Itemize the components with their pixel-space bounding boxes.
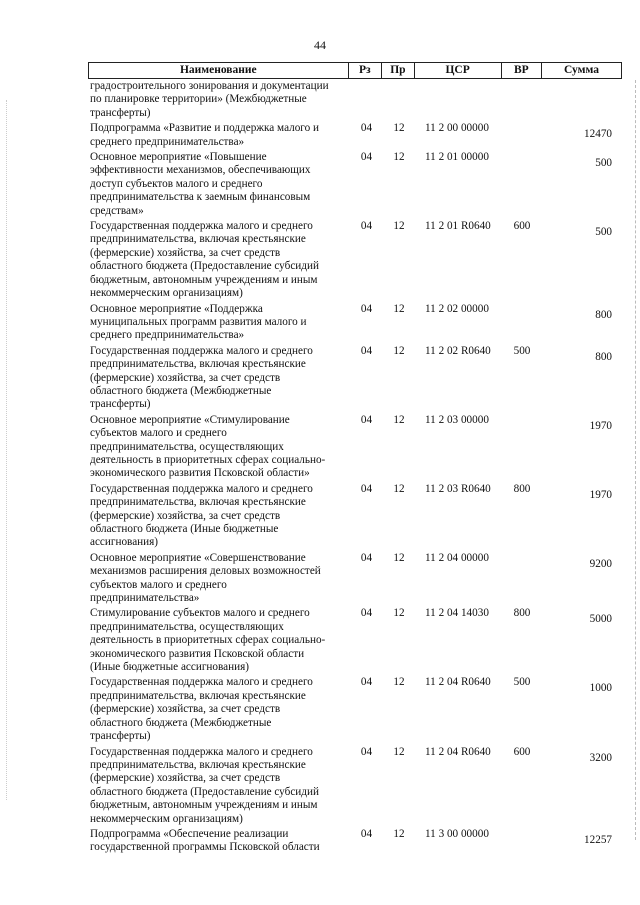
header-sum: Сумма [564,64,599,76]
row-sum: 1970 [589,419,612,432]
row-name [88,828,350,855]
row-rz [350,80,383,120]
row-name-line: Основное мероприятие «Поддержка [90,302,263,315]
table-row [88,828,622,855]
table-header [88,62,622,79]
row-name-line: предпринимательства, осуществляющих [90,440,284,453]
table-body [88,80,622,857]
row-name-line: Подпрограмма «Развитие и поддержка малого и [90,122,319,135]
header-csr: ЦСР [415,63,502,78]
row-pr: 12 [393,413,405,426]
row-name-line: среднего предпринимательства» [90,329,245,342]
row-sum: 1970 [589,488,612,501]
row-name [88,345,350,412]
row-name-line: областного бюджета (Предоставление субсидий [90,260,319,273]
row-vr: 500 [513,344,531,357]
row-sum: 500 [595,157,612,170]
row-name-line: средствам» [90,204,144,217]
scan-edge-right [634,80,636,840]
table-row [88,552,622,606]
row-name-line: некоммерческим организациям) [90,287,243,300]
row-name [88,483,350,550]
row-name-line: государственной программы Псковской области [90,841,320,854]
row-name-line: предпринимательства, включая крестьянские [90,689,306,702]
row-name-line: деятельность в приоритетных сферах социально- [90,634,326,647]
row-vr [502,303,542,343]
row-sum: 12470 [584,128,612,141]
row-name-line: областного бюджета (Предоставление субсидий [90,785,319,798]
row-name-line: муниципальных программ развития малого и [90,315,307,328]
row-rz: 04 [360,151,373,164]
row-name-line: (фермерские) хозяйства, за счет средств [90,246,281,259]
row-name-line: трансферты) [90,730,151,743]
row-pr: 12 [393,302,405,315]
row-name-line: деятельность в приоритетных сферах социально- [90,453,326,466]
row-rz: 04 [360,607,373,620]
row-rz: 04 [360,827,373,840]
page-number: 44 [314,38,326,52]
row-csr: 11 2 01 00000 [425,151,489,164]
budget-table [88,62,622,857]
row-csr: 11 2 04 14030 [425,607,489,620]
row-name-line: областного бюджета (Межбюджетные [90,384,272,397]
table-row [88,414,622,481]
row-name-line: доступ субъектов малого и среднего [90,177,263,190]
row-vr: 500 [513,676,531,689]
row-rz: 04 [360,302,373,315]
row-name-line: экономического развития Псковской области [90,647,305,660]
row-name-line: Государственная поддержка малого и среднего [90,482,313,495]
row-vr: 800 [513,607,531,620]
row-name-line: предпринимательства, осуществляющих [90,620,284,633]
table-row [88,345,622,412]
row-name-line: Основное мероприятие «Повышение [90,151,267,164]
row-name-line: субъектов малого и среднего [90,427,227,440]
row-sum: 1000 [589,682,612,695]
row-rz: 04 [360,344,373,357]
row-name-line: экономического развития Псковской области» [90,467,310,480]
header-pr: Пр [382,63,415,78]
row-name-line: областного бюджета (Иные бюджетные [90,523,279,535]
row-csr: 11 2 04 00000 [425,551,489,564]
row-name-line: по планировке территории» (Межбюджетные [90,93,307,106]
row-name [88,151,350,218]
row-pr: 12 [393,122,405,135]
row-csr: 11 2 02 00000 [425,302,489,315]
table-row [88,303,622,343]
row-name [88,552,350,606]
row-csr [415,80,502,120]
row-name [88,676,350,743]
row-vr [502,122,542,149]
row-name-line: трансферты) [90,106,151,119]
row-name [88,303,350,343]
table-row [88,483,622,550]
row-name [88,746,350,826]
row-name-line: Подпрограмма «Обеспечение реализации [90,827,289,840]
row-rz: 04 [360,122,373,135]
row-name-line: предпринимательства к заемным финансовым [90,191,311,204]
table-row [88,151,622,218]
row-pr: 12 [393,745,405,758]
row-name-line: Стимулирование субъектов малого и среднего [90,607,310,620]
row-rz: 04 [360,551,373,564]
row-sum: 12257 [584,833,612,846]
row-name-line: (фермерские) хозяйства, за счет средств [90,703,281,716]
row-name-line: предпринимательства» [90,592,200,605]
table-row [88,220,622,300]
row-rz: 04 [360,676,373,689]
row-csr: 11 2 00 00000 [425,122,489,135]
row-name-line: эффективности механизмов, обеспечивающих [90,164,311,177]
row-name-line: среднего предпринимательства» [90,135,245,148]
header-name: Наименование [89,63,349,78]
row-name [88,122,350,149]
row-sum: 800 [595,350,612,363]
row-vr: 600 [513,220,531,233]
row-vr [502,552,542,606]
row-pr: 12 [393,482,405,495]
row-name-line: предпринимательства, включая крестьянские [90,233,306,246]
row-name-line: (фермерские) хозяйства, за счет средств [90,772,281,785]
row-name-line: (фермерские) хозяйства, за счет средств [90,509,281,522]
table-row [88,122,622,149]
row-pr: 12 [393,607,405,620]
row-name-line: субъектов малого и среднего [90,578,227,591]
row-csr: 11 2 04 R0640 [425,745,491,758]
row-vr [502,151,542,218]
row-name-line: областного бюджета (Межбюджетные [90,716,272,729]
header-rz: Рз [349,63,383,78]
row-csr: 11 2 03 R0640 [425,482,491,495]
row-vr: 600 [513,745,531,758]
row-rz: 04 [360,413,373,426]
row-name-line: Государственная поддержка малого и среднего [90,745,313,758]
scan-edge-left [6,100,8,800]
row-vr [502,80,542,120]
row-name-line: некоммерческим организациям) [90,812,243,825]
table-row [88,746,622,826]
row-vr [502,414,542,481]
row-pr [383,80,415,120]
row-csr: 11 2 04 R0640 [425,676,491,689]
row-name-line: градостроительного зонирования и документации [90,80,329,92]
row-vr [502,828,542,855]
table-row [88,80,622,120]
row-name-line: предпринимательства, включая крестьянские [90,496,306,509]
row-pr: 12 [393,827,405,840]
row-name-line: ассигнования) [90,536,158,549]
row-pr: 12 [393,220,405,233]
row-sum: 800 [595,308,612,321]
row-name [88,220,350,300]
row-name-line: Государственная поддержка малого и среднего [90,676,313,689]
row-name-line: Государственная поддержка малого и среднего [90,220,313,233]
header-vr: ВР [502,63,542,78]
row-rz: 04 [360,482,373,495]
row-name-line: Государственная поддержка малого и среднего [90,344,313,357]
row-name-line: трансферты) [90,398,151,411]
table-row [88,676,622,743]
row-name [88,607,350,674]
row-name-line: (Иные бюджетные ассигнования) [90,661,249,674]
row-pr: 12 [393,151,405,164]
row-rz: 04 [360,745,373,758]
row-csr: 11 2 03 00000 [425,413,489,426]
row-name-line: бюджетным, автономным учреждениям и иным [90,273,318,286]
row-csr: 11 2 02 R0640 [425,344,491,357]
row-sum: 9200 [589,557,612,570]
row-gap [88,855,622,857]
row-vr: 800 [513,482,531,495]
row-name-line: Основное мероприятие «Совершенствование [90,551,306,564]
row-sum [542,80,622,120]
row-csr: 11 3 00 00000 [425,827,489,840]
row-sum: 5000 [589,613,612,626]
row-name-line: предпринимательства, включая крестьянские [90,358,306,371]
row-pr: 12 [393,344,405,357]
row-name-line: предпринимательства, включая крестьянские [90,758,306,771]
row-sum: 500 [595,226,612,239]
row-name-line: (фермерские) хозяйства, за счет средств [90,371,281,384]
row-pr: 12 [393,551,405,564]
row-name-line: бюджетным, автономным учреждениям и иным [90,799,318,812]
row-name [88,414,350,481]
row-name-line: Основное мероприятие «Стимулирование [90,413,290,426]
row-pr: 12 [393,676,405,689]
row-rz: 04 [360,220,373,233]
row-sum: 3200 [589,751,612,764]
table-row [88,607,622,674]
row-name [88,80,350,120]
row-csr: 11 2 01 R0640 [425,220,491,233]
row-name-line: механизмов расширения деловых возможностей [90,565,321,578]
